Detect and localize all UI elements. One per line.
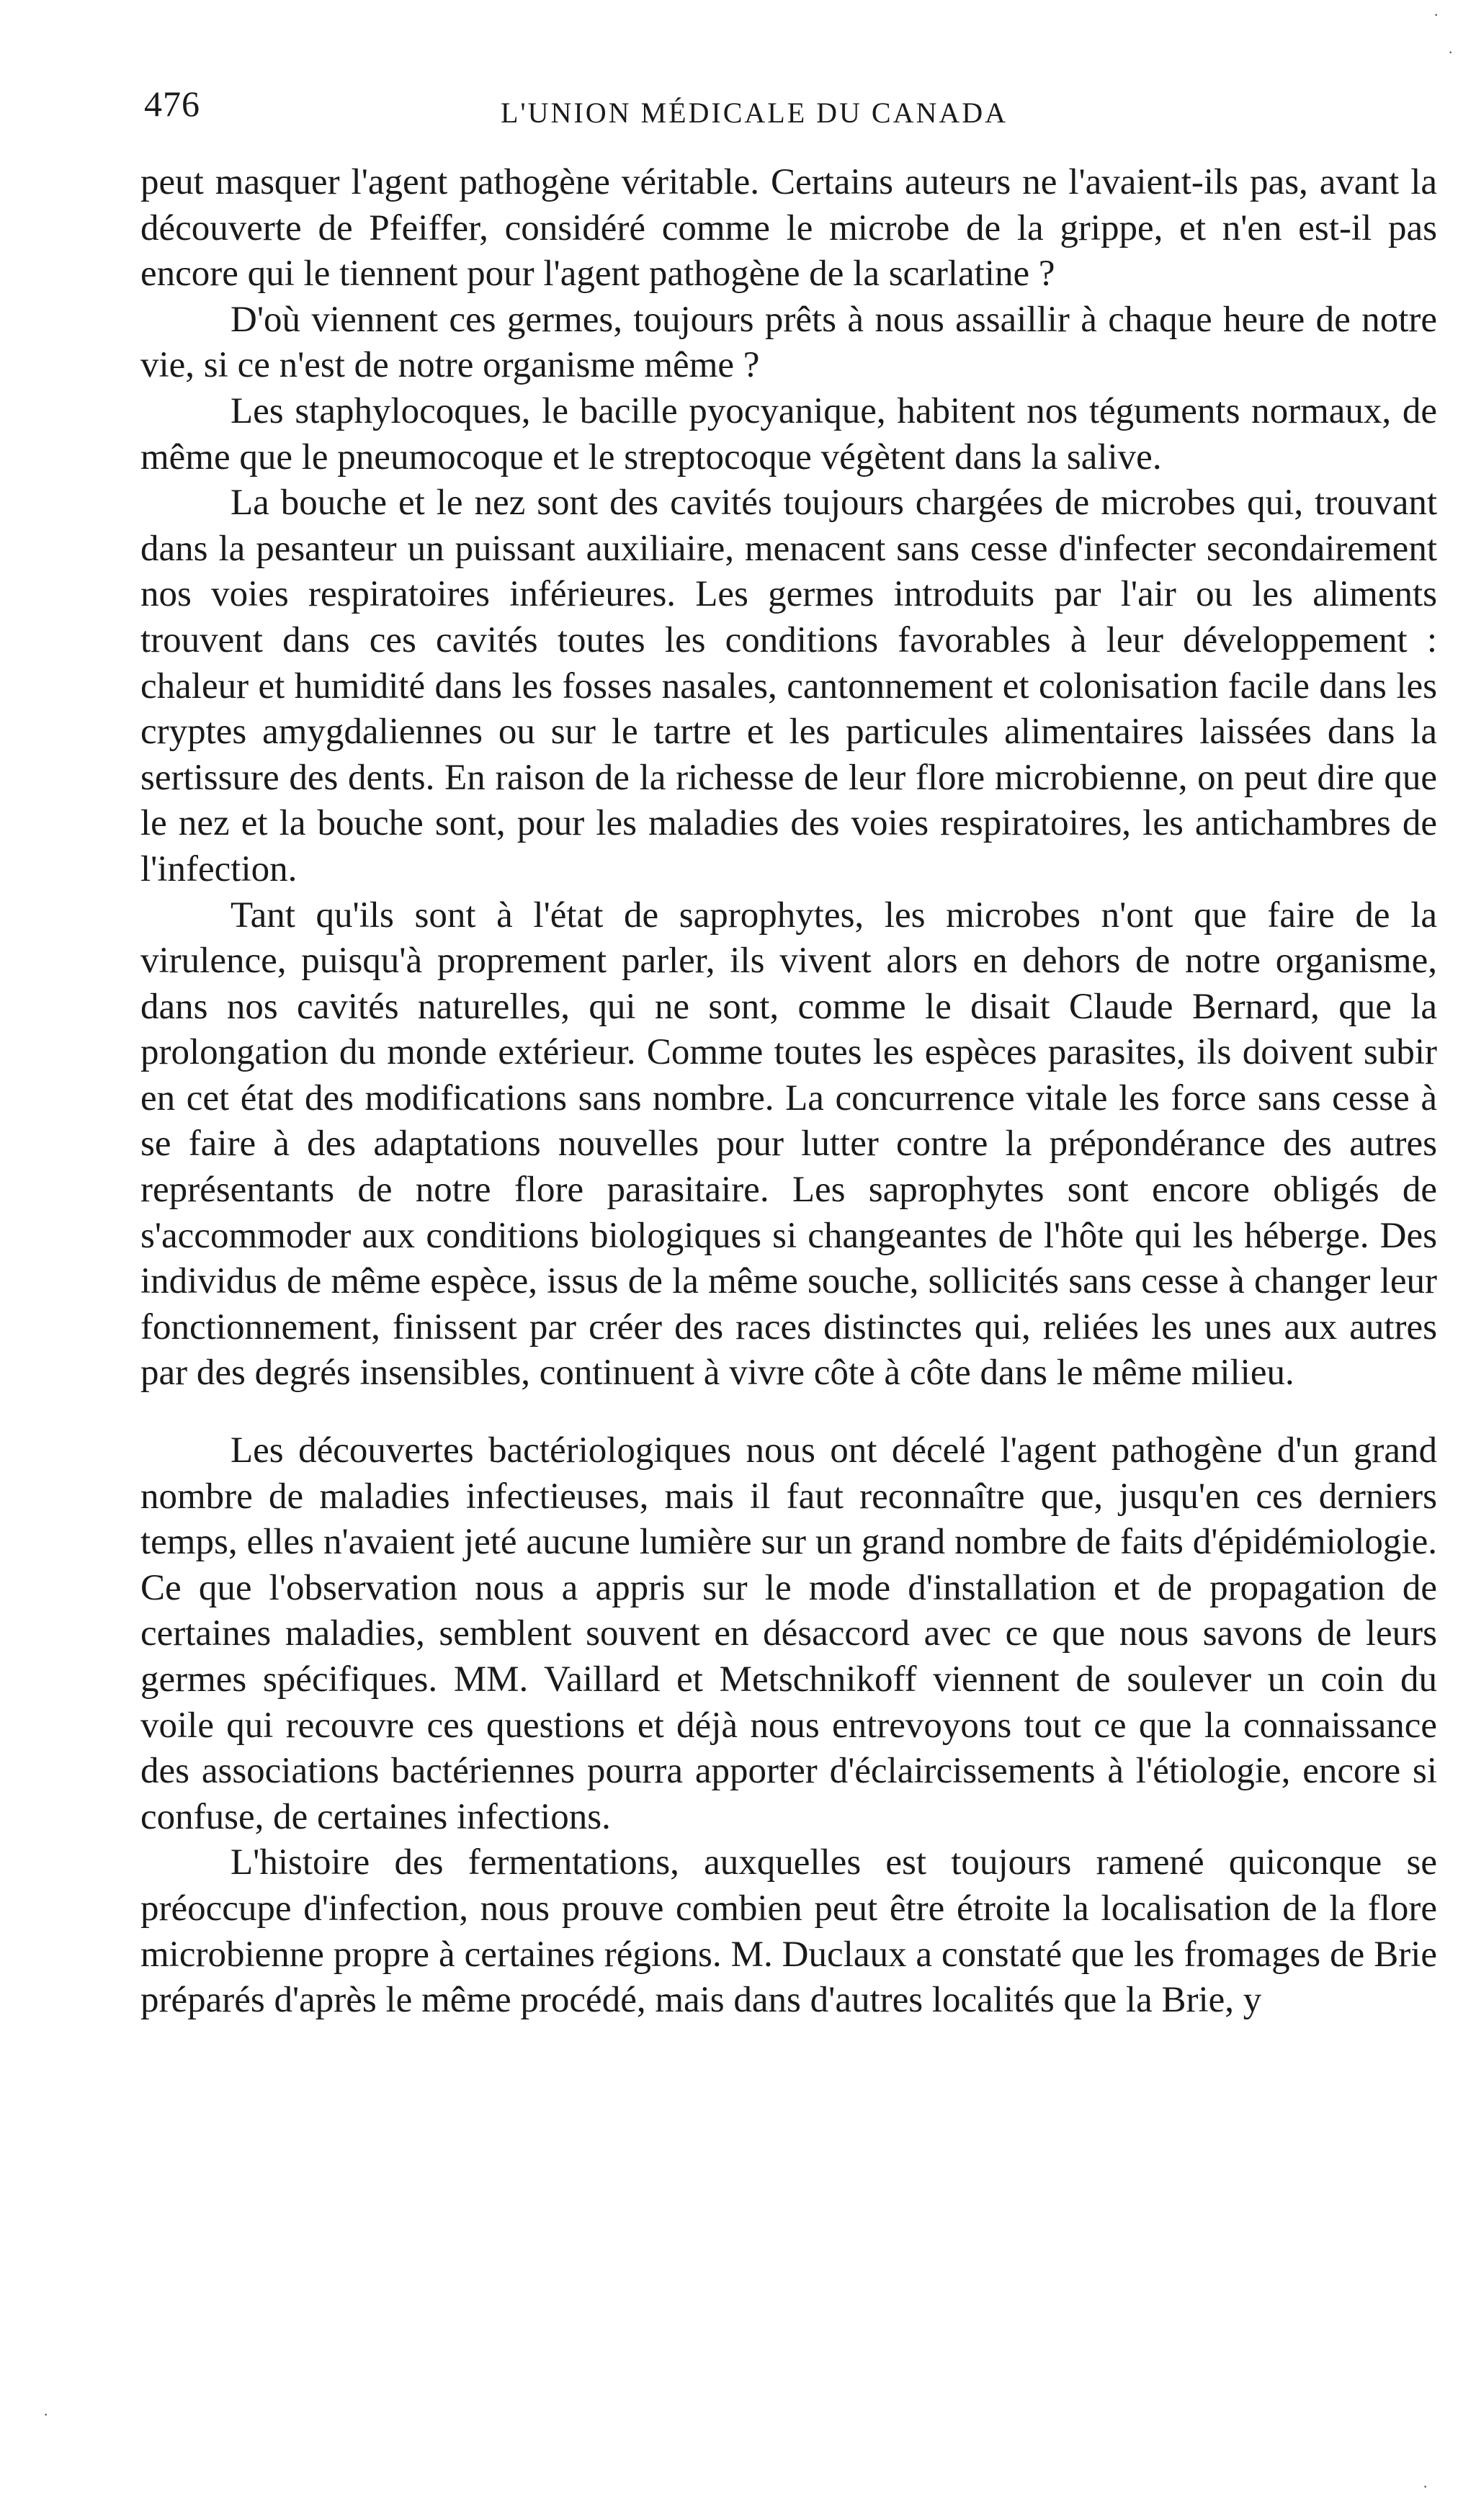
paragraph: Tant qu'ils sont à l'état de saprophytes, les microbes n'ont que faire de la virulence, puisqu'à proprement parler, ils vivent alors en dehors de notre organisme, dans nos cavités naturelles, qui ne sont, comme le disait Claude Bernard, que la prolongation du monde extérieur. Comme toutes les espèces parasites, ils doivent subir en cet état des modifications sans nombre. La concurrence vitale les force sans cesse à se faire à des adaptations nouvelles pour lutter contre la prépondérance des autres représentants de notre flore parasitaire. Les saprophytes sont encore obligés de s'accommoder aux conditions biologiques si changeantes de l'hôte qui les héberge. Des individus de même espèce, issus de la même souche, sollicités sans cesse à changer leur fonctionnement, finissent par créer des races distinctes qui, reliées les unes aux autres par des degrés insensibles, continuent à vivre côte à côte dans le même milieu.: [140, 894, 1437, 1394]
page-number: 476: [144, 84, 200, 124]
running-title: L'UNION MÉDICALE DU CANADA: [501, 97, 1008, 129]
paragraph: Les staphylocoques, le bacille pyocyanique, habitent nos téguments normaux, de même que le pneumocoque et le streptocoque végètent dans la salive.: [140, 390, 1437, 477]
article-body: [140, 160, 1437, 2024]
scan-speck-icon: ·: [1448, 43, 1454, 61]
paragraph: D'où viennent ces germes, toujours prêts à nous assaillir à chaque heure de notre vie, si ce n'est de notre organisme même ?: [140, 299, 1437, 386]
scan-speck-icon: ·: [1423, 2478, 1428, 2496]
paragraph: Les découvertes bactériologiques nous ont décelé l'agent pathogène d'un grand nombre de maladies infectieuses, mais il faut reconnaître que, jusqu'en ces derniers temps, elles n'avaient jeté aucune lumière sur un grand nombre de faits d'épidémiologie. Ce que l'observation nous a appris sur le mode d'installation et de propagation de certaines maladies, semblent souvent en désaccord avec ce que nous savons de leurs germes spécifiques. MM. Vaillard et Metschnikoff viennent de soulever un coin du voile qui recouvre ces questions et déjà nous entrevoyons tout ce que la connaissance des associations bactériennes pourra apporter d'éclaircissements à l'étiologie, encore si confuse, de certaines infections.: [140, 1430, 1437, 1837]
page-header: [144, 83, 1441, 148]
paragraph: peut masquer l'agent pathogène véritable. Certains auteurs ne l'avaient-ils pas, avant la découverte de Pfeiffer, considéré comme le microbe de la grippe, et n'en est-il pas encore qui le tiennent pour l'agent pathogène de la scarlatine ?: [140, 162, 1437, 295]
scan-speck-icon: ·: [43, 2405, 49, 2423]
scan-speck-icon: ·: [1433, 6, 1439, 24]
paragraph: La bouche et le nez sont des cavités toujours chargées de microbes qui, trouvant dans la pesanteur un puissant auxiliaire, menacent sans cesse d'infecter secondairement nos voies respiratoires inférieures. Les germes introduits par l'air ou les aliments trouvent dans ces cavités toutes les conditions favorables à leur développement : chaleur et humidité dans les fosses nasales, cantonnement et colonisation facile dans les cryptes amygdaliennes ou sur le tartre et les particules alimentaires laissées dans la sertissure des dents. En raison de la richesse de leur flore microbienne, on peut dire que le nez et la bouche sont, pour les maladies des voies respiratoires, les antichambres de l'infection.: [140, 483, 1437, 889]
paragraph: L'histoire des fermentations, auxquelles est toujours ramené quiconque se préoccupe d'infection, nous prouve combien peut être étroite la localisation de la flore microbienne propre à certaines régions. M. Duclaux a constaté que les fromages de Brie préparés d'après le même procédé, mais dans d'autres localités que la Brie, y: [140, 1842, 1437, 2021]
